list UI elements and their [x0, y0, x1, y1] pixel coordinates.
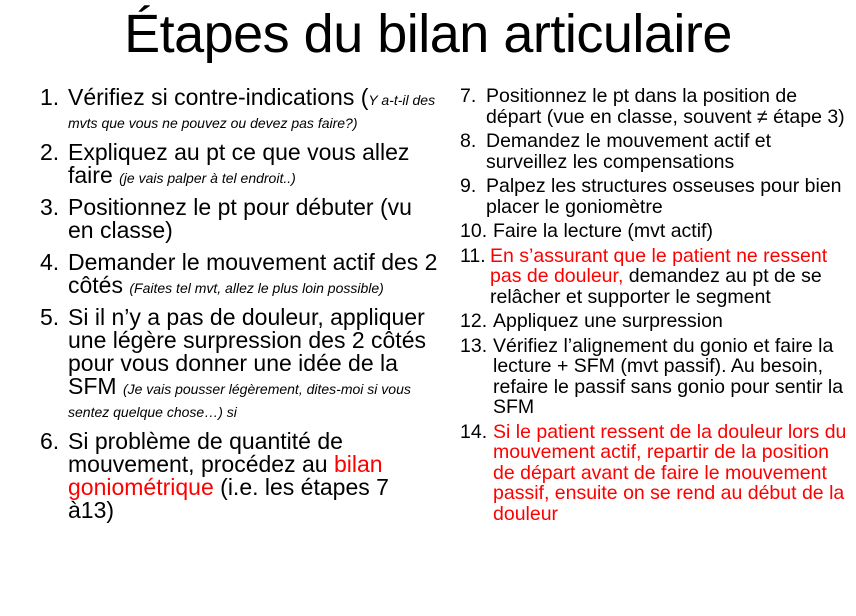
list-item-7: [460, 86, 852, 127]
list-item-11: [460, 246, 852, 308]
item-trailing-text: (i.e. les étapes 7 à13): [68, 474, 389, 523]
list-item-14: [460, 422, 852, 525]
list-item-9: [460, 176, 852, 217]
item-number: 5.: [40, 304, 60, 330]
item-main-text: Demander le mouvement actif des 2 côtés: [68, 249, 438, 298]
item-highlight-text: bilan goniométrique: [68, 451, 383, 500]
item-text: Palpez les structures osseuses pour bien placer le goniomètre: [486, 175, 842, 218]
item-number: 13.: [460, 334, 488, 357]
list-item-10: [460, 221, 852, 242]
item-text: [68, 86, 440, 132]
list-item-5: [40, 306, 440, 421]
item-text: Vérifiez l’alignement du gonio et faire la lecture + SFM (mvt passif). Au besoin, refaire le passif sans gonio pour sentir la SFM: [493, 334, 844, 418]
item-number: 11.: [460, 244, 486, 267]
item-highlight-text: En s’assurant que le patient ne ressent pas de douleur,: [490, 244, 828, 287]
item-text: Appliquez une surpression: [493, 310, 723, 332]
item-number: 6.: [40, 428, 60, 454]
item-number: 3.: [40, 194, 60, 220]
item-number: 9.: [460, 175, 477, 197]
right-column: [460, 86, 852, 528]
item-number: 12.: [460, 310, 488, 332]
left-column: [40, 86, 440, 531]
list-item-3: [40, 196, 440, 242]
item-text: Faire la lecture (mvt actif): [493, 220, 713, 242]
list-item-1: [40, 86, 440, 132]
list-item-6: [40, 430, 440, 522]
item-main-text: Si problème de quantité de mouvement, procédez au: [68, 428, 343, 477]
slide-title: Étapes du bilan articulaire: [124, 4, 732, 64]
item-highlight-text: Si le patient ressent de la douleur lors du mouvement actif, repartir de la position de départ avant de faire le mouvement passif, ensuite on se rend au début de la douleur: [493, 420, 847, 525]
item-text: [68, 251, 440, 297]
item-text: Demandez le mouvement actif et surveillez les compensations: [486, 130, 772, 173]
list-item-13: [460, 336, 852, 418]
item-number: 10.: [460, 220, 488, 242]
item-number: 4.: [40, 249, 60, 275]
item-main-text: Si il n’y a pas de douleur, appliquer une légère surpression des 2 côtés pour vous donner une idée de la SFM: [68, 304, 426, 399]
item-number: 1.: [40, 84, 60, 110]
item-main-text: Expliquez au pt ce que vous allez faire: [68, 139, 410, 188]
item-text: [68, 141, 440, 187]
item-text: [68, 430, 440, 522]
list-item-12: [460, 311, 852, 332]
item-number: 8.: [460, 130, 477, 152]
item-note: (Je vais pousser légèrement, dites-moi si vous sentez quelque chose…) si: [68, 381, 411, 420]
item-text: [490, 246, 852, 308]
item-main-text: demandez au pt de se relâcher et supporter le segment: [490, 265, 822, 308]
item-text: Positionnez le pt dans la position de départ (vue en classe, souvent ≠ étape 3): [486, 85, 845, 128]
item-text: Positionnez le pt pour débuter (vu en classe): [68, 194, 412, 243]
item-note: (je vais palper à tel endroit..): [119, 170, 296, 186]
item-number: 7.: [460, 85, 477, 107]
item-number: 2.: [40, 139, 60, 165]
list-item-4: [40, 251, 440, 297]
item-text: [68, 306, 440, 421]
list-item-8: [460, 131, 852, 172]
item-note: Y a-t-il des mvts que vous ne pouvez ou devez pas faire?): [68, 92, 436, 131]
item-note: (Faites tel mvt, allez le plus loin possible): [129, 280, 384, 296]
list-item-2: [40, 141, 440, 187]
item-main-text: Vérifiez si contre-indications (: [68, 84, 369, 110]
item-number: 14.: [460, 420, 488, 443]
